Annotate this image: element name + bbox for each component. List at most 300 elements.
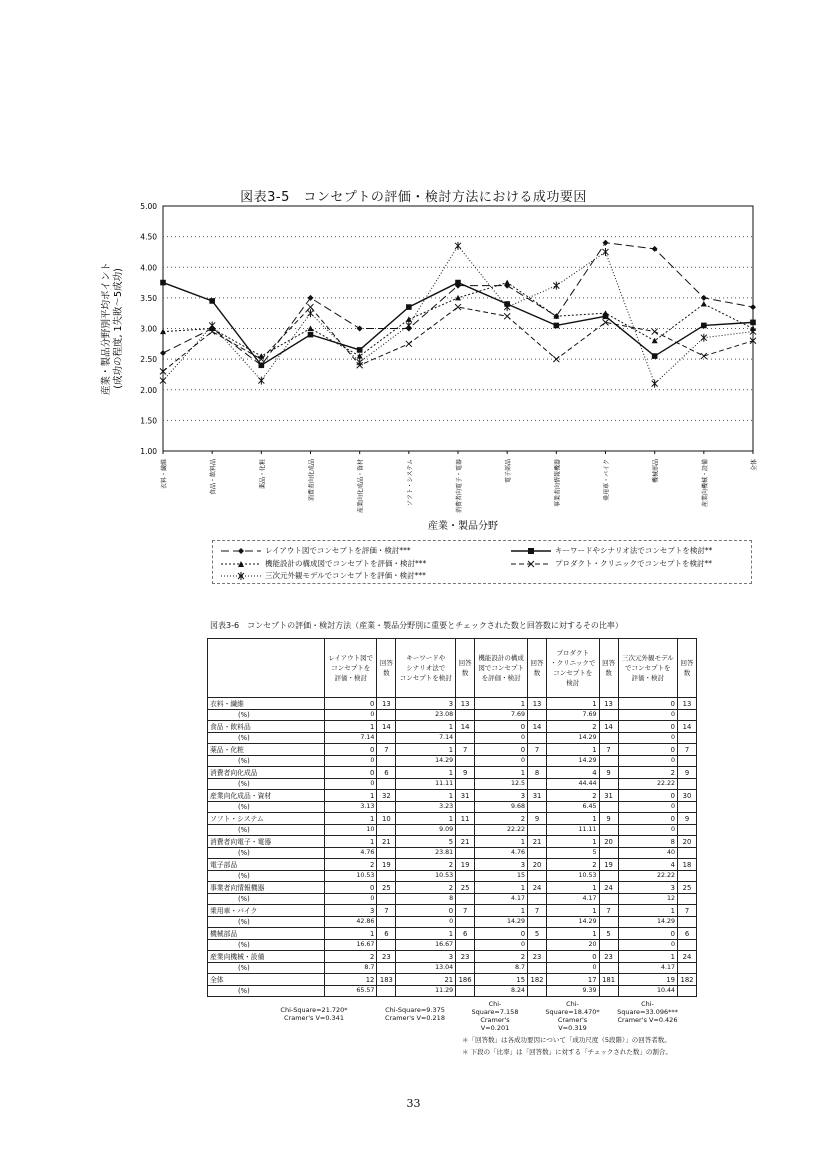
cell-value: 2 — [396, 882, 456, 894]
cell-value: 13 — [456, 698, 475, 710]
col-header: 三次元外観モデル でコンセプトを 評価・検討 — [618, 639, 677, 698]
cell-value: 182 — [678, 974, 697, 986]
cell-empty — [599, 986, 618, 997]
cell-value: 9 — [678, 767, 697, 779]
cell-value: 7 — [599, 905, 618, 917]
col-header: 機能設計の構成 図でコンセプト を評価・検討 — [475, 639, 528, 698]
table-row-pct — [208, 825, 697, 836]
cell-value: 3 — [396, 951, 456, 963]
cell-value: 0 — [325, 744, 377, 756]
cell-value: 2 — [475, 951, 528, 963]
cell-value: 0 — [618, 790, 677, 802]
data-point — [406, 304, 412, 310]
cell-empty — [528, 894, 547, 905]
cell-value: 25 — [377, 882, 396, 894]
page-number: 33 — [406, 1097, 421, 1110]
cell-pct: 9.68 — [475, 802, 528, 813]
cell-value: 15 — [475, 974, 528, 986]
row-label: 産業向機械・設備 — [208, 951, 325, 963]
cell-value: 7 — [377, 905, 396, 917]
table-row — [208, 813, 697, 825]
cell-empty — [456, 802, 475, 813]
cell-pct: 12.5 — [475, 779, 528, 790]
data-point — [357, 326, 363, 332]
cell-pct: 10.53 — [547, 871, 600, 882]
table-row-pct — [208, 756, 697, 767]
table-row-pct — [208, 986, 697, 997]
x-tick-label: 消費者向電子・電器 — [456, 459, 463, 514]
cell-pct: 22.22 — [475, 825, 528, 836]
table-row — [208, 905, 697, 917]
cell-pct: 11.29 — [396, 986, 456, 997]
cell-pct: 14.29 — [547, 756, 600, 767]
cell-value: 20 — [528, 859, 547, 871]
cell-value: 0 — [475, 928, 528, 940]
cell-empty — [528, 963, 547, 974]
cell-value: 0 — [325, 882, 377, 894]
table-row-pct — [208, 894, 697, 905]
cell-value: 0 — [618, 744, 677, 756]
cell-empty — [456, 871, 475, 882]
col-header: 回答数 — [377, 639, 396, 698]
cell-pct: 14.29 — [618, 917, 677, 928]
x-tick-label: 薬品・化粧 — [259, 459, 267, 490]
cell-value: 5 — [396, 836, 456, 848]
cell-empty — [377, 848, 396, 859]
data-point — [308, 332, 314, 338]
x-tick-label: 乗用車・バイク — [603, 459, 611, 501]
cell-pct: 42.86 — [325, 917, 377, 928]
cell-pct: 0 — [618, 825, 677, 836]
table-row — [208, 951, 697, 963]
cell-empty — [599, 710, 618, 721]
row-label: 薬品・化粧 — [208, 744, 325, 756]
cell-value: 5 — [528, 928, 547, 940]
cell-pct: 0 — [618, 802, 677, 813]
cell-pct: 4.17 — [618, 963, 677, 974]
cell-value: 13 — [528, 698, 547, 710]
data-point — [160, 377, 166, 385]
cell-pct: 16.67 — [396, 940, 456, 951]
x-axis-label: 産業・製品分野 — [428, 521, 498, 532]
cell-empty — [528, 733, 547, 744]
cell-value: 17 — [547, 974, 600, 986]
cell-value: 0 — [325, 698, 377, 710]
cell-pct: 12 — [618, 894, 677, 905]
cell-value: 2 — [547, 721, 600, 733]
cell-pct: 7.14 — [325, 733, 377, 744]
cell-value: 6 — [678, 928, 697, 940]
table-row-pct — [208, 871, 697, 882]
data-point — [701, 295, 707, 301]
cell-value: 9 — [599, 813, 618, 825]
cell-value: 7 — [377, 744, 396, 756]
cell-pct: 0 — [475, 733, 528, 744]
cell-pct: 9.09 — [396, 825, 456, 836]
data-point — [308, 304, 314, 310]
cell-value: 2 — [325, 859, 377, 871]
cell-pct: 8.24 — [475, 986, 528, 997]
cell-empty — [678, 756, 697, 767]
cell-value: 7 — [599, 744, 618, 756]
data-point — [553, 356, 559, 362]
cell-value: 12 — [325, 974, 377, 986]
cell-empty — [456, 848, 475, 859]
cell-value: 3 — [475, 790, 528, 802]
cell-value: 6 — [456, 928, 475, 940]
cell-value: 21 — [377, 836, 396, 848]
series-line — [163, 246, 753, 384]
cell-empty — [528, 710, 547, 721]
cell-empty — [599, 871, 618, 882]
cell-empty — [377, 710, 396, 721]
data-point — [160, 329, 166, 335]
y-tick-label: 5.00 — [140, 202, 157, 211]
pct-label: (%) — [208, 802, 325, 813]
cell-empty — [528, 986, 547, 997]
table-row-pct — [208, 940, 697, 951]
cell-value: 23 — [528, 951, 547, 963]
series-line — [163, 307, 753, 371]
x-tick-label: 電子部品 — [505, 459, 513, 484]
pct-label: (%) — [208, 871, 325, 882]
cell-value: 0 — [475, 721, 528, 733]
pct-label: (%) — [208, 825, 325, 836]
col-header: 回答数 — [456, 639, 475, 698]
cell-value: 14 — [678, 721, 697, 733]
data-point — [406, 321, 412, 329]
cell-empty — [678, 940, 697, 951]
table-row — [208, 974, 697, 986]
cell-value: 8 — [528, 767, 547, 779]
data-point — [652, 246, 658, 252]
table-header-row — [208, 639, 697, 698]
cell-value: 1 — [396, 813, 456, 825]
data-point — [160, 350, 166, 356]
cell-value: 1 — [396, 721, 456, 733]
cell-pct: 7.69 — [547, 710, 600, 721]
row-label: 電子部品 — [208, 859, 325, 871]
cell-empty — [678, 848, 697, 859]
cell-pct: 0 — [396, 917, 456, 928]
cell-value: 1 — [396, 744, 456, 756]
col-header: キーワードや シナリオ法で コンセプトを検討 — [396, 639, 456, 698]
cell-empty — [528, 802, 547, 813]
x-tick-label: 産業向化成品・資材 — [357, 459, 365, 514]
cell-empty — [377, 733, 396, 744]
note-1: ＊「回答数」は各成功要因について「成功尺度（5段階）」の回答者数。 — [462, 1036, 671, 1044]
cell-value: 1 — [547, 698, 600, 710]
cell-empty — [377, 963, 396, 974]
cell-value: 31 — [528, 790, 547, 802]
data-point — [701, 301, 707, 307]
cell-value: 31 — [456, 790, 475, 802]
cell-value: 2 — [547, 859, 600, 871]
data-point — [258, 377, 264, 385]
pct-label: (%) — [208, 917, 325, 928]
row-label: 全体 — [208, 974, 325, 986]
x-tick-label: ソフト・システム — [406, 459, 414, 507]
data-point — [308, 326, 314, 332]
cell-pct: 14.29 — [547, 733, 600, 744]
y-tick-label: 1.50 — [140, 416, 157, 426]
data-point — [652, 329, 658, 335]
table-row-pct — [208, 848, 697, 859]
data-point — [504, 303, 510, 311]
cell-empty — [456, 963, 475, 974]
cell-value: 1 — [325, 790, 377, 802]
cell-empty — [456, 917, 475, 928]
cell-value: 14 — [599, 721, 618, 733]
table-row — [208, 859, 697, 871]
cell-value: 30 — [678, 790, 697, 802]
cell-pct: 10.44 — [618, 986, 677, 997]
cell-empty — [456, 756, 475, 767]
cell-pct: 0 — [475, 756, 528, 767]
cell-value: 182 — [528, 974, 547, 986]
pct-label: (%) — [208, 710, 325, 721]
cell-pct: 22.22 — [618, 779, 677, 790]
table-row-pct — [208, 733, 697, 744]
data-point — [701, 334, 707, 342]
cell-empty — [456, 779, 475, 790]
cell-value: 7 — [456, 905, 475, 917]
cell-value: 25 — [456, 882, 475, 894]
data-point — [603, 248, 609, 256]
cell-empty — [456, 710, 475, 721]
cell-value: 23 — [456, 951, 475, 963]
cell-value: 7 — [528, 744, 547, 756]
cell-value: 1 — [396, 928, 456, 940]
pct-label: (%) — [208, 940, 325, 951]
cell-value: 1 — [475, 698, 528, 710]
pct-label: (%) — [208, 963, 325, 974]
cell-pct: 23.08 — [396, 710, 456, 721]
row-label: 衣料・繊維 — [208, 698, 325, 710]
cell-empty — [678, 986, 697, 997]
cell-value: 0 — [618, 813, 677, 825]
cell-value: 21 — [528, 836, 547, 848]
cell-pct: 10 — [325, 825, 377, 836]
cell-value: 23 — [377, 951, 396, 963]
cell-empty — [678, 917, 697, 928]
cell-value: 32 — [377, 790, 396, 802]
cell-empty — [377, 940, 396, 951]
pct-label: (%) — [208, 756, 325, 767]
cell-pct: 0 — [618, 756, 677, 767]
data-point — [209, 298, 215, 304]
cell-value: 3 — [396, 698, 456, 710]
cell-empty — [377, 871, 396, 882]
cell-value: 5 — [599, 928, 618, 940]
cell-pct: 0 — [325, 779, 377, 790]
row-label: 機械部品 — [208, 928, 325, 940]
y-tick-label: 3.00 — [140, 324, 157, 334]
y-tick-label: 4.50 — [140, 232, 157, 242]
cell-value: 6 — [377, 767, 396, 779]
cell-pct: 20 — [547, 940, 600, 951]
cell-value: 1 — [475, 882, 528, 894]
cell-value: 183 — [377, 974, 396, 986]
cell-value: 2 — [396, 859, 456, 871]
data-point — [603, 240, 609, 246]
data-point — [701, 323, 707, 329]
stat-layout: Chi-Square=21.720* Cramer's V=0.341 — [280, 1006, 348, 1022]
col-header: 回答数 — [678, 639, 697, 698]
cell-value: 0 — [475, 744, 528, 756]
cell-pct: 3.23 — [396, 802, 456, 813]
cell-pct: 0 — [475, 940, 528, 951]
cell-value: 1 — [325, 721, 377, 733]
cell-pct: 8.7 — [475, 963, 528, 974]
table-row — [208, 698, 697, 710]
corner-cell — [208, 639, 325, 698]
note-2: ＊ 下段の「比率」は「回答数」に対する「チェックされた数」の割合。 — [462, 1048, 672, 1056]
cell-value: 7 — [456, 744, 475, 756]
cell-pct: 11.11 — [547, 825, 600, 836]
cell-value: 6 — [377, 928, 396, 940]
cell-empty — [599, 802, 618, 813]
cell-value: 18 — [678, 859, 697, 871]
cell-value: 20 — [599, 836, 618, 848]
table-row — [208, 767, 697, 779]
cell-empty — [678, 825, 697, 836]
cell-value: 1 — [475, 767, 528, 779]
data-point — [455, 280, 461, 286]
cell-pct: 10.53 — [325, 871, 377, 882]
cell-value: 7 — [528, 905, 547, 917]
cell-value: 9 — [456, 767, 475, 779]
table-notes — [462, 1034, 672, 1058]
cell-value: 1 — [396, 790, 456, 802]
cell-pct: 14.29 — [396, 756, 456, 767]
chart-title: 図表3-5 コンセプトの評価・検討方法における成功要因 — [240, 190, 587, 205]
cell-empty — [528, 917, 547, 928]
cell-value: 23 — [599, 951, 618, 963]
table-row-pct — [208, 802, 697, 813]
cell-value: 0 — [396, 905, 456, 917]
stat-clinic: Chi- Square=18.470* Cramer's V=0.319 — [545, 1000, 600, 1032]
cell-value: 11 — [456, 813, 475, 825]
legend-item-clinic: プロダクト・クリニックでコンセプトを検討** — [511, 558, 712, 569]
y-axis-label: 産業・製品分野別平均ポイント — [101, 261, 112, 396]
cell-empty — [678, 894, 697, 905]
row-label: 事業者向情報機器 — [208, 882, 325, 894]
data-point — [553, 282, 559, 290]
cell-pct: 4.76 — [475, 848, 528, 859]
table-row-pct — [208, 963, 697, 974]
y-tick-label: 2.50 — [140, 355, 157, 365]
cell-value: 13 — [377, 698, 396, 710]
data-point — [406, 316, 412, 322]
cell-value: 2 — [475, 813, 528, 825]
cell-value: 14 — [456, 721, 475, 733]
cell-value: 1 — [547, 882, 600, 894]
x-tick-label: 食品・飲料品 — [210, 459, 218, 496]
data-point — [750, 320, 756, 326]
cell-empty — [599, 825, 618, 836]
cell-pct: 0 — [547, 963, 600, 974]
cell-pct: 14.29 — [547, 917, 600, 928]
cell-value: 2 — [618, 767, 677, 779]
cell-value: 1 — [618, 905, 677, 917]
cell-empty — [377, 779, 396, 790]
cell-value: 14 — [377, 721, 396, 733]
data-point — [258, 353, 264, 359]
cell-empty — [599, 848, 618, 859]
cell-value: 1 — [396, 767, 456, 779]
cell-value: 24 — [678, 951, 697, 963]
table-row — [208, 882, 697, 894]
stat-function: Chi- Square=7.158 Cramer's V=0.201 — [471, 1000, 519, 1032]
cell-empty — [678, 710, 697, 721]
cell-empty — [377, 802, 396, 813]
cell-pct: 22.22 — [618, 871, 677, 882]
col-header: レイアウト図で コンセプトを 評価・検討 — [325, 639, 377, 698]
cell-empty — [377, 894, 396, 905]
cell-pct: 0 — [325, 756, 377, 767]
cell-value: 1 — [547, 836, 600, 848]
cell-empty — [678, 779, 697, 790]
cell-empty — [528, 940, 547, 951]
cell-empty — [599, 940, 618, 951]
pct-label: (%) — [208, 848, 325, 859]
cell-value: 9 — [528, 813, 547, 825]
cell-pct: 11.11 — [396, 779, 456, 790]
legend-item-function: 機能設計の構成図でコンセプトを評価・検討*** — [221, 558, 426, 569]
table-row-pct — [208, 779, 697, 790]
series-line — [163, 283, 753, 357]
cell-empty — [599, 756, 618, 767]
legend-item-3d-model: 三次元外観モデルでコンセプトを評価・検討*** — [221, 570, 426, 581]
series-line — [163, 243, 753, 366]
cell-pct: 10.53 — [396, 871, 456, 882]
cell-pct: 0 — [618, 710, 677, 721]
table-body — [208, 698, 697, 997]
cell-pct: 23.81 — [396, 848, 456, 859]
cell-pct: 0 — [618, 940, 677, 951]
row-label: ソフト・システム — [208, 813, 325, 825]
cell-pct: 7.14 — [396, 733, 456, 744]
data-point — [209, 321, 215, 329]
data-point — [160, 280, 166, 286]
data-point — [406, 341, 412, 347]
pct-label: (%) — [208, 986, 325, 997]
data-point — [701, 353, 707, 359]
cell-empty — [456, 733, 475, 744]
cell-value: 24 — [528, 882, 547, 894]
data-point — [504, 280, 510, 286]
cell-value: 7 — [678, 744, 697, 756]
cell-empty — [377, 756, 396, 767]
cell-pct: 4.76 — [325, 848, 377, 859]
cell-empty — [678, 871, 697, 882]
cell-value: 1 — [475, 836, 528, 848]
data-point — [652, 380, 658, 388]
cell-empty — [456, 825, 475, 836]
data-point — [750, 328, 756, 336]
row-label: 食品・飲料品 — [208, 721, 325, 733]
cell-value: 4 — [547, 767, 600, 779]
cell-empty — [456, 940, 475, 951]
cell-empty — [599, 779, 618, 790]
cell-value: 1 — [325, 928, 377, 940]
cell-pct: 8 — [396, 894, 456, 905]
y-axis-label: (成功の程度, 1失敗～5成功) — [113, 268, 124, 389]
cell-empty — [678, 963, 697, 974]
legend-item-keyword: キーワードやシナリオ法でコンセプトを検討** — [511, 545, 712, 556]
cell-value: 19 — [456, 859, 475, 871]
